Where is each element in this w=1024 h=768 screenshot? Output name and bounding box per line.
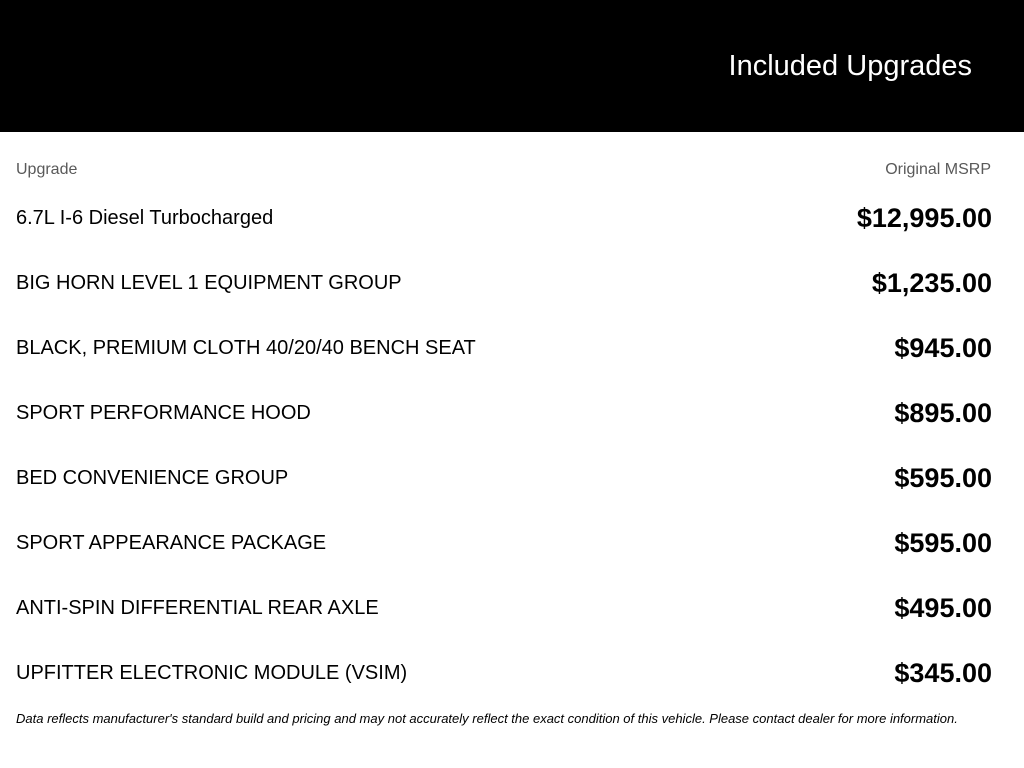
upgrade-name: BED CONVENIENCE GROUP	[16, 467, 289, 489]
table-row	[0, 265, 1024, 330]
upgrade-price: $12,995.00	[856, 203, 992, 233]
table-row	[0, 590, 1024, 655]
upgrade-price: $595.00	[894, 528, 992, 558]
column-header-msrp: Original MSRP	[885, 161, 991, 178]
table-row	[0, 525, 1024, 590]
upgrade-price: $945.00	[894, 333, 992, 363]
upgrade-name: SPORT APPEARANCE PACKAGE	[16, 532, 327, 554]
table-row	[0, 395, 1024, 460]
upgrade-name: ANTI-SPIN DIFFERENTIAL REAR AXLE	[16, 597, 379, 619]
table-row	[0, 330, 1024, 395]
upgrade-name: 6.7L I-6 Diesel Turbocharged	[16, 207, 274, 229]
upgrade-name: BIG HORN LEVEL 1 EQUIPMENT GROUP	[16, 272, 402, 294]
table-row	[0, 460, 1024, 525]
upgrade-price: $1,235.00	[871, 268, 992, 298]
upgrade-name: BLACK, PREMIUM CLOTH 40/20/40 BENCH SEAT	[16, 337, 476, 359]
table-row	[0, 200, 1024, 265]
upgrade-price: $895.00	[894, 398, 992, 428]
header-bar	[0, 0, 1024, 132]
upgrade-name: SPORT PERFORMANCE HOOD	[16, 402, 311, 424]
upgrade-name: UPFITTER ELECTRONIC MODULE (VSIM)	[16, 662, 408, 684]
upgrade-price: $495.00	[894, 593, 992, 623]
column-header-upgrade: Upgrade	[16, 161, 78, 178]
disclaimer-footnote: Data reflects manufacturer's standard build and pricing and may not accurately reflect the exact condition of this vehicle. Please contact dealer for more information.	[16, 711, 958, 726]
page-title: Included Upgrades	[728, 50, 972, 82]
upgrade-price: $345.00	[894, 658, 992, 688]
upgrade-price: $595.00	[894, 463, 992, 493]
upgrade-list	[0, 200, 1024, 720]
